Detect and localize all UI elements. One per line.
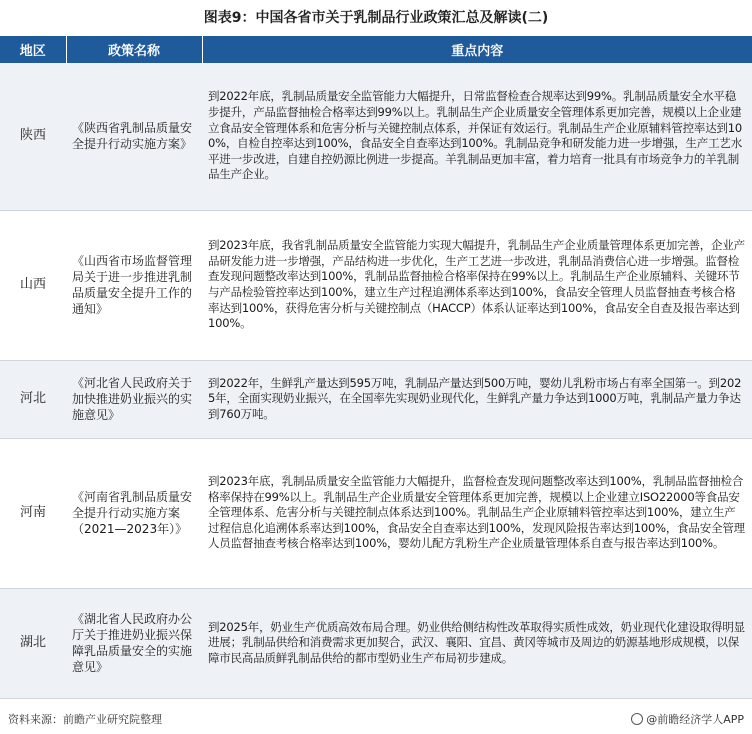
footer bbox=[0, 703, 752, 734]
table-row bbox=[0, 360, 752, 438]
policy-name-cell: 《湖北省人民政府办公厅关于推进奶业振兴保障乳品质量安全的实施意见》 bbox=[66, 588, 202, 698]
policy-name-cell: 《河北省人民政府关于加快推进奶业振兴的实施意见》 bbox=[66, 360, 202, 438]
table-row bbox=[0, 438, 752, 588]
brand-logo-icon bbox=[631, 713, 643, 725]
policy-name-cell: 《河南省乳制品质量安全提升行动实施方案 （2021—2023年）》 bbox=[66, 438, 202, 588]
brand-text: @前瞻经济学人APP bbox=[646, 713, 744, 726]
source-note: 资料来源：前瞻产业研究院整理 bbox=[8, 713, 162, 726]
table-row bbox=[0, 210, 752, 360]
policy-name-cell: 《陕西省乳制品质量安全提升行动实施方案》 bbox=[66, 63, 202, 210]
key-content-cell: 到2022年，生鲜乳产量达到595万吨，乳制品产量达到500万吨，婴幼儿乳粉市场占有率全国第一。到2025年，全面实现奶业振兴，在全国率先实现奶业现代化，生鲜乳产量力争达到1000万吨，乳制品产量力争达到760万吨。 bbox=[202, 360, 752, 438]
key-content-cell: 到2023年底，乳制品质量安全监管能力大幅提升，监督检查发现问题整改率达到100%，乳制品监督抽检合格率保持在99%以上。乳制品生产企业质量安全管理体系更加完善，规模以上企业建立ISO22000等食品安全管理体系、危害分析与关键控制点体系达到100%。乳制品生产企业原辅料管控率达到100%，建立生产过程信息化追溯体系率达到100%，食品安全自查率达到100%，发现风险报告率达到100%，食品安全管理人员监督抽查考核合格率达到100%，婴幼儿配方乳粉生产企业质量管理体系自查与报告率达到100%。 bbox=[202, 438, 752, 588]
page-title: 图表9：中国各省市关于乳制品行业政策汇总及解读(二) bbox=[203, 10, 549, 26]
key-content-cell: 到2025年，奶业生产优质高效布局合理。奶业供给侧结构性改革取得实质性成效，奶业现代化建设取得明显进展；乳制品供给和消费需求更加契合，武汉、襄阳、宜昌、黄冈等城市及周边的奶源基地形成规模，以保障市民高品质鲜乳制品供给的都市型奶业生产布局初步建成。 bbox=[202, 588, 752, 698]
region-cell: 河北 bbox=[0, 360, 66, 438]
key-content-cell: 到2023年底，我省乳制品质量安全监管能力实现大幅提升，乳制品生产企业质量管理体系更加完善，企业产品研发能力进一步增强，产品结构进一步优化，生产工艺进一步改进，乳制品消费信心进一步增强。监督检查发现问题整改率达到100%，乳制品监督抽检合格率保持在99%以上。乳制品生产企业原辅料、关键环节与产品检验管控率达到100%，建立生产过程追溯体系率达到100%，食品安全管理人员监督抽查考核合格率达到100%，获得危害分析与关键控制点（HACCP）体系认证率达到100%，食品安全自查及报告率达到100%。 bbox=[202, 210, 752, 360]
table-header-row bbox=[0, 36, 752, 63]
policy-name-cell: 《山西省市场监督管理局关于进一步推进乳制品质量安全提升工作的通知》 bbox=[66, 210, 202, 360]
region-cell: 陕西 bbox=[0, 63, 66, 210]
brand-credit bbox=[631, 711, 744, 727]
header-policy: 政策名称 bbox=[66, 36, 202, 63]
region-cell: 湖北 bbox=[0, 588, 66, 698]
key-content-cell: 到2022年底，乳制品质量安全监管能力大幅提升，日常监督检查合规率达到99%。乳制品质量安全水平稳步提升，产品监督抽检合格率达到99%以上。乳制品生产企业质量安全管理体系更加完善，规模以上企业建立食品安全管理体系和危害分析与关键控制点体系，并保证有效运行。乳制品生产企业原辅料管控率达到100%，自检自控率达到100%，食品安全自查率达到100%。乳制品竞争和研发能力进一步增强，生产工艺水平进一步改进，自建自控奶源比例进一步提高。羊乳制品更加丰富，着力培育一批具有市场竞争力的羊乳制品生产企业。 bbox=[202, 63, 752, 210]
table-row bbox=[0, 588, 752, 698]
table-row bbox=[0, 63, 752, 210]
header-region: 地区 bbox=[0, 36, 66, 63]
region-cell: 山西 bbox=[0, 210, 66, 360]
header-content: 重点内容 bbox=[202, 36, 752, 63]
policy-table bbox=[0, 36, 752, 699]
region-cell: 河南 bbox=[0, 438, 66, 588]
